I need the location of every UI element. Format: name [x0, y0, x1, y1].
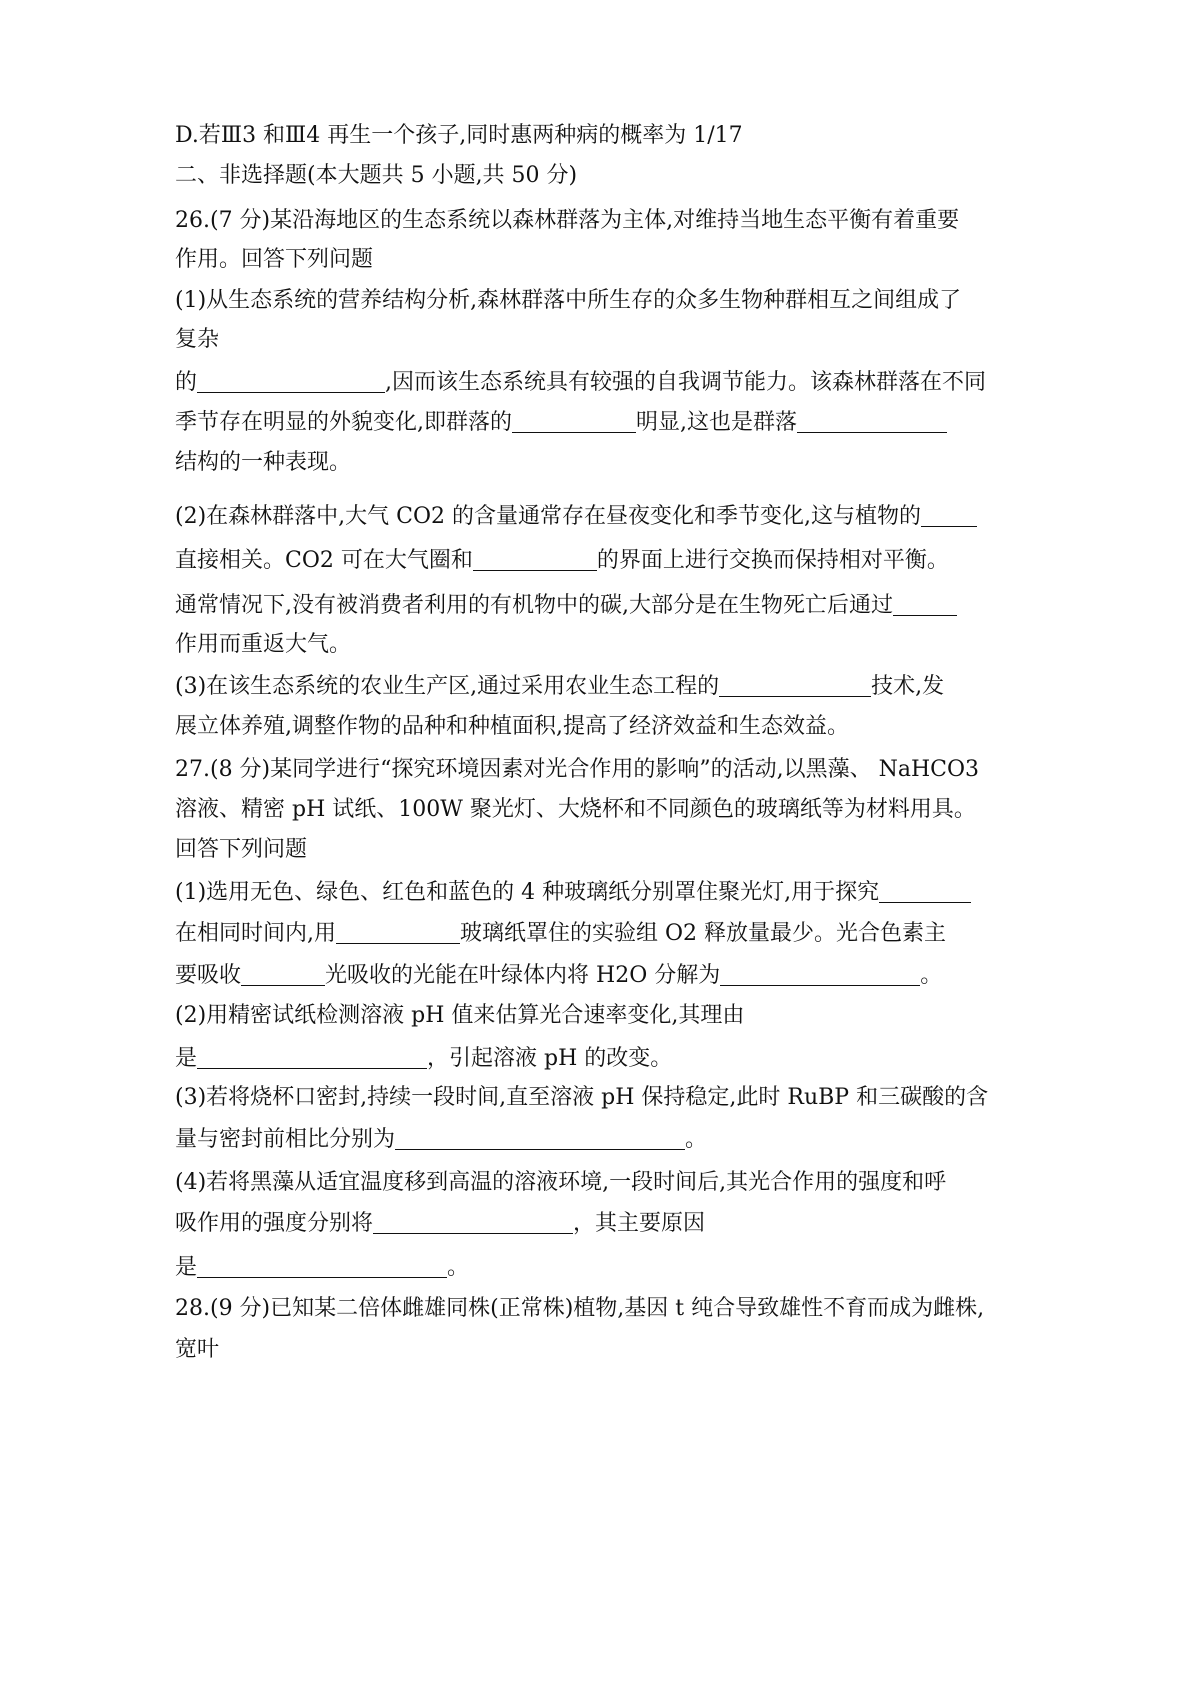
text-segment: 通常情况下,没有被消费者利用的有机物中的碳,大部分是在生物死亡后通过: [175, 593, 893, 618]
answer-blank[interactable]: [241, 961, 325, 986]
text-line-l01: [175, 121, 743, 151]
text-segment: 量与密封前相比分别为: [175, 1127, 396, 1152]
text-segment: 二、非选择题(本大题共 5 小题,共 50 分): [175, 163, 578, 188]
text-line-l17: [175, 795, 976, 825]
text-segment: 结构的一种表现。: [175, 450, 352, 475]
text-segment: 直接相关。CO2 可在大气圈和: [175, 548, 473, 573]
answer-blank[interactable]: [512, 408, 636, 433]
answer-blank[interactable]: [473, 546, 597, 571]
text-segment: 玻璃纸罩住的实验组 O2 释放量最少。光合色素主: [460, 921, 947, 946]
answer-blank[interactable]: [797, 408, 947, 433]
answer-blank[interactable]: [719, 672, 871, 697]
text-line-l12: [175, 591, 957, 621]
text-segment: (2)在森林群落中,大气 CO2 的含量通常存在昼夜变化和季节变化,这与植物的: [175, 504, 922, 529]
text-segment: 作用。回答下列问题: [175, 247, 374, 272]
text-line-l16: [175, 755, 979, 785]
answer-blank[interactable]: [336, 919, 460, 944]
text-line-l28: [175, 1253, 469, 1283]
text-segment: 光吸收的光能在叶绿体内将 H2O 分解为: [325, 963, 721, 988]
text-line-l05: [175, 286, 961, 316]
text-segment: 吸作用的强度分别将: [175, 1211, 374, 1236]
text-segment: 。: [920, 963, 943, 988]
text-segment: 。: [447, 1255, 470, 1280]
answer-blank[interactable]: [197, 1044, 427, 1069]
text-segment: 溶液、精密 pH 试纸、100W 聚光灯、大烧杯和不同颜色的玻璃纸等为材料用具。: [175, 797, 976, 822]
text-line-l10: [175, 502, 977, 532]
text-line-l25: [175, 1125, 707, 1155]
answer-blank[interactable]: [893, 591, 957, 616]
text-line-l20: [175, 919, 946, 949]
text-line-l29: [175, 1294, 984, 1324]
text-segment: 26.(7 分)某沿海地区的生态系统以森林群落为主体,对维持当地生态平衡有着重要: [175, 208, 960, 233]
text-line-l09: [175, 448, 351, 478]
text-line-l15: [175, 712, 849, 742]
text-line-l18: [175, 835, 307, 865]
text-segment: 的界面上进行交换而保持相对平衡。: [596, 548, 949, 573]
text-line-l08: [175, 408, 947, 438]
text-line-l13: [175, 630, 351, 660]
text-segment: 28.(9 分)已知某二倍体雌雄同株(正常株)植物,基因 t 纯合导致雄性不育而成为雌株,: [175, 1296, 985, 1321]
answer-blank[interactable]: [921, 502, 977, 527]
text-segment: (4)若将黑藻从适宜温度移到高温的溶液环境,一段时间后,其光合作用的强度和呼: [175, 1170, 947, 1195]
text-segment: 27.(8 分)某同学进行“探究环境因素对光合作用的影响”的活动,以黑藻、 NaHCO3: [175, 757, 980, 782]
text-segment: 展立体养殖,调整作物的品种和种植面积,提高了经济效益和生态效益。: [175, 714, 849, 739]
text-segment: 技术,发: [871, 674, 945, 699]
text-segment: 回答下列问题: [175, 837, 308, 862]
text-line-l22: [175, 1001, 744, 1031]
text-line-l27: [175, 1209, 705, 1239]
text-segment: 。: [685, 1127, 708, 1152]
text-segment: 宽叶: [175, 1337, 220, 1362]
text-segment: 复杂: [175, 327, 220, 352]
text-segment: 是: [175, 1255, 198, 1280]
text-segment: D.若Ⅲ3 和Ⅲ4 再生一个孩子,同时惠两种病的概率为 1/17: [175, 123, 743, 148]
answer-blank[interactable]: [879, 878, 971, 903]
answer-blank[interactable]: [197, 1253, 447, 1278]
text-segment: ，其主要原因: [573, 1211, 706, 1236]
text-line-l03: [175, 206, 959, 236]
text-line-l04: [175, 245, 373, 275]
text-line-l26: [175, 1168, 946, 1198]
text-segment: 的: [175, 370, 198, 395]
text-segment: 作用而重返大气。: [175, 632, 352, 657]
text-line-l30: [175, 1335, 219, 1365]
text-segment: ，引起溶液 pH 的改变。: [427, 1046, 673, 1071]
text-segment: (3)若将烧杯口密封,持续一段时间,直至溶液 pH 保持稳定,此时 RuBP 和三碳酸的含: [175, 1085, 989, 1110]
text-segment: (3)在该生态系统的农业生产区,通过采用农业生态工程的: [175, 674, 720, 699]
text-segment: (2)用精密试纸检测溶液 pH 值来估算光合速率变化,其理由: [175, 1003, 745, 1028]
text-line-l14: [175, 672, 944, 702]
answer-blank[interactable]: [373, 1209, 573, 1234]
answer-blank[interactable]: [395, 1125, 685, 1150]
answer-blank[interactable]: [197, 368, 385, 393]
text-line-l24: [175, 1083, 988, 1113]
text-line-l11: [175, 546, 949, 576]
text-line-l19: [175, 878, 971, 908]
text-segment: ,因而该生态系统具有较强的自我调节能力。该森林群落在不同: [385, 370, 987, 395]
text-line-l07: [175, 368, 986, 398]
text-line-l06: [175, 325, 219, 355]
text-segment: 在相同时间内,用: [175, 921, 336, 946]
text-segment: 季节存在明显的外貌变化,即群落的: [175, 410, 512, 435]
text-segment: 是: [175, 1046, 198, 1071]
text-line-l02: [175, 161, 577, 191]
text-line-l21: [175, 961, 942, 991]
text-segment: 明显,这也是群落: [636, 410, 797, 435]
text-segment: (1)选用无色、绿色、红色和蓝色的 4 种玻璃纸分别罩住聚光灯,用于探究: [175, 880, 880, 905]
text-line-l23: [175, 1044, 672, 1074]
answer-blank[interactable]: [720, 961, 920, 986]
text-segment: (1)从生态系统的营养结构分析,森林群落中所生存的众多生物种群相互之间组成了: [175, 288, 962, 313]
text-segment: 要吸收: [175, 963, 242, 988]
